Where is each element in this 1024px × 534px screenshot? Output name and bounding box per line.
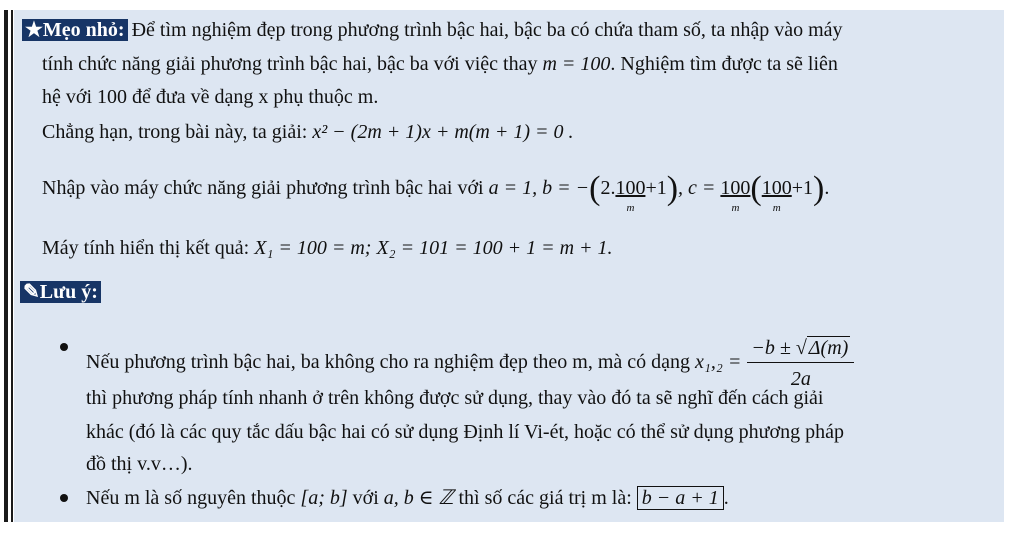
tip-line-6 — [42, 236, 613, 260]
tip-tag: ★Mẹo nhỏ: — [22, 19, 128, 41]
underbrace-1-value: 100 — [615, 177, 646, 199]
note-b1-text: Nếu phương trình bậc hai, ba không cho ra nghiệm đẹp theo m, mà có dạng — [86, 351, 696, 374]
left-border-thick — [4, 10, 8, 522]
paren-open-2: ( — [750, 170, 762, 207]
note-b2-text-b: với — [347, 487, 384, 509]
note-bullet-1-line-3: khác (đó là các quy tắc dấu bậc hai có sử dụng Định lí Vi-ét, hoặc có thể sử dụng phương pháp — [86, 421, 844, 443]
math-plus-1: +1 — [645, 177, 667, 199]
math-plus-2: +1 — [791, 177, 814, 199]
note-bullet-1-line-1 — [86, 336, 854, 391]
tip-text-1: Để tìm nghiệm đẹp trong phương trình bậc hai, bậc ba có chứa tham số, ta nhập vào máy — [131, 19, 843, 41]
tip-text-2a: tính chức năng giải phương trình bậc hai, bậc ba với việc thay — [42, 53, 543, 75]
bullet-1 — [60, 343, 68, 351]
numerator-text: −b ± — [751, 337, 796, 359]
tip-text-5a: Nhập vào máy chức năng giải phương trình bậc hai với — [42, 177, 489, 199]
tip-math-m100: m = 100 — [542, 53, 611, 75]
note-tag: ✎Lưu ý: — [20, 281, 101, 303]
paren-open-1: ( — [589, 170, 601, 207]
underbrace-2-value: 100 — [720, 177, 751, 199]
note-b2-end: . — [723, 487, 729, 509]
tip-line-4 — [42, 120, 574, 144]
math-c: , c = — [678, 177, 721, 199]
tip-line-1 — [22, 18, 843, 42]
left-border-thin — [11, 10, 13, 522]
underbrace-3 — [761, 176, 792, 214]
note-heading — [20, 280, 105, 304]
note-b2-text-c: thì số các giá trị m là: — [453, 487, 637, 509]
root-formula-numerator — [747, 336, 854, 363]
underbrace-2 — [720, 176, 751, 214]
math-ab: a = 1, b = − — [488, 177, 590, 199]
paren-close-2: ) — [813, 170, 825, 207]
underbrace-3-label: m — [772, 202, 781, 214]
paren-close-1: ) — [666, 170, 679, 207]
note-bullet-1-line-4: đồ thị v.v…). — [86, 453, 193, 475]
note-b2-text-a: Nếu m là số nguyên thuộc — [86, 487, 301, 509]
tip-line-2 — [42, 52, 838, 76]
root-formula-denominator: 2a — [790, 368, 811, 390]
underbrace-3-value: 100 — [761, 177, 792, 199]
note-b2-interval: [a; b] — [300, 487, 348, 509]
note-b1-lhs: x₁,₂ = — [695, 351, 742, 374]
tip-text-4a: Chẳng hạn, trong bài này, ta giải: — [42, 121, 313, 143]
tip-equation: x² − (2m + 1)x + m(m + 1) = 0 . — [312, 121, 574, 143]
bullet-2 — [60, 494, 68, 502]
underbrace-1-label: m — [626, 202, 635, 214]
root-formula — [747, 336, 854, 391]
sqrt-content: Δ(m) — [808, 337, 849, 359]
tip-result: X₁ = 100 = m; X₂ = 101 = 100 + 1 = m + 1. — [254, 237, 613, 259]
note-bullet-2 — [86, 486, 729, 510]
tip-text-2b: . Nghiệm tìm được ta sẽ liên — [610, 53, 838, 75]
math-two: 2. — [600, 177, 616, 199]
tip-line-3: hệ với 100 để đưa về dạng x phụ thuộc m. — [42, 86, 379, 108]
tip-line-5: Nhập vào máy chức năng giải phương trình bậc hai với a = 1, b = −(2.100 m +1), c = 100 m (100 m +1). — [42, 176, 829, 200]
sqrt-sign: √ — [795, 337, 807, 359]
underbrace-1 — [615, 176, 646, 214]
tip-text-6a: Máy tính hiển thị kết quả: — [42, 237, 255, 259]
note-b2-answer: b − a + 1 — [637, 486, 724, 510]
underbrace-2-label: m — [731, 202, 740, 214]
note-b2-condition: a, b ∈ ℤ — [383, 487, 454, 509]
note-bullet-1-line-2: thì phương pháp tính nhanh ở trên không được sử dụng, thay vào đó ta sẽ nghĩ đến cách giải — [86, 387, 824, 409]
